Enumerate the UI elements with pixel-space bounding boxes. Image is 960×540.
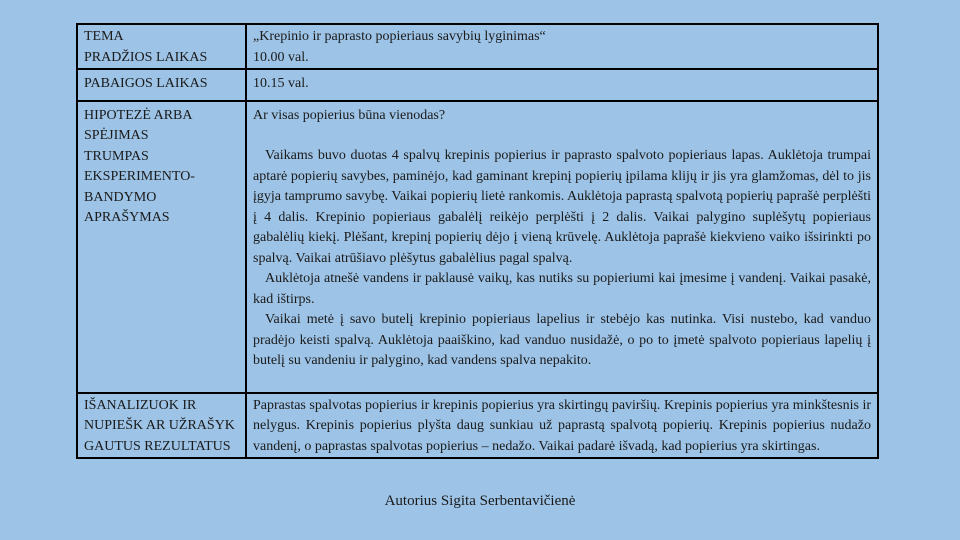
value-cell [246, 101, 878, 393]
label-cell [77, 24, 246, 69]
label-cell [77, 393, 246, 459]
hypothesis-text: Ar visas popierius būna vienodas? [253, 107, 446, 123]
label-tema: TEMA [84, 29, 124, 44]
description-paragraph-3: Vaikai metė į savo butelį krepinio popieriaus lapelius ir stebėjo kas nutinka. Visi nustebo, kad vanduo pradėjo keisti spalvą. Auklėtoja paaiškino, kad vanduo nusidažė, o po to įmetė spalvoto popieriaus lapelių į butelį su vandeniu ir palygino, kad vandens spalva nepakito. [253, 312, 871, 368]
topic-value: „Krepinio ir paprasto popieriaus savybių lyginimas“ [253, 29, 546, 44]
table-row [77, 101, 878, 393]
table-row [77, 24, 878, 69]
experiment-table [76, 23, 879, 459]
table-row [77, 393, 878, 459]
start-time-value: 10.00 val. [253, 49, 309, 65]
description-paragraph-1: Vaikams buvo duotas 4 spalvų krepinis popierius ir paprasto spalvoto popieriaus lapas. Auklėtoja trumpai aptarė popierių savybes, paminėjo, kad gaminant krepinį popierių įpilama klijų ir jis yra glamžomas, dėl to jis įgyja tamprumo savybę. Vaikai popierių lietė rankomis. Auklėtoja paprastą spalvotą popierių paprašė perplėšti į 4 dalis. Krepinio popieriaus gabalėlį reikėjo perplėšti į 2 dalis. Vaikai palygino suplėšytų popieriaus gabalėlių kiekį. Plėšant, krepinį popierių dėjo į vieną krūvelę. Auklėtoja paprašė kiekvieno vaiko išsirinkti po spalvą. Vaikai atrūšiavo plėšytus gabalėlius pagal spalvą. [253, 148, 871, 266]
results-text: Paprastas spalvotas popierius ir krepinis popierius yra skirtingų paviršių. Krepinis popierius yra minkštesnis ir nelygus. Krepinis popierius plyšta daug sunkiau už paprastą spalvotą popierių. Krepinis popierius nudažo vandenį, o paprastas spalvotas popierius – nedažo. Vaikai padarė išvadą, kad popierius yra skirtingas. [253, 397, 871, 454]
value-cell [246, 24, 878, 69]
label-pabaigos-laikas: PABAIGOS LAIKAS [84, 76, 208, 91]
label-cell [77, 69, 246, 101]
label-pradzios-laikas: PRADŽIOS LAIKAS [84, 49, 208, 65]
table-row [77, 69, 878, 101]
value-cell [246, 393, 878, 459]
label-cell [77, 101, 246, 393]
label-experiment-description: TRUMPAS EKSPERIMENTO-BANDYMO APRAŠYMAS [84, 148, 195, 225]
label-hypothesis: HIPOTEZĖ ARBA SPĖJIMAS [84, 107, 192, 143]
author-credit: Autorius Sigita Serbentavičienė [384, 493, 576, 509]
end-time-value: 10.15 val. [253, 76, 309, 91]
value-cell [246, 69, 878, 101]
label-results: IŠANALIZUOK IR NUPIEŠK AR UŽRAŠYK GAUTUS REZULTATUS [84, 397, 235, 454]
description-paragraph-2: Auklėtoja atnešė vandens ir paklausė vaikų, kas nutiks su popieriumi kai įmesime į vandenį. Vaikai pasakė, kad ištirps. [253, 271, 871, 307]
